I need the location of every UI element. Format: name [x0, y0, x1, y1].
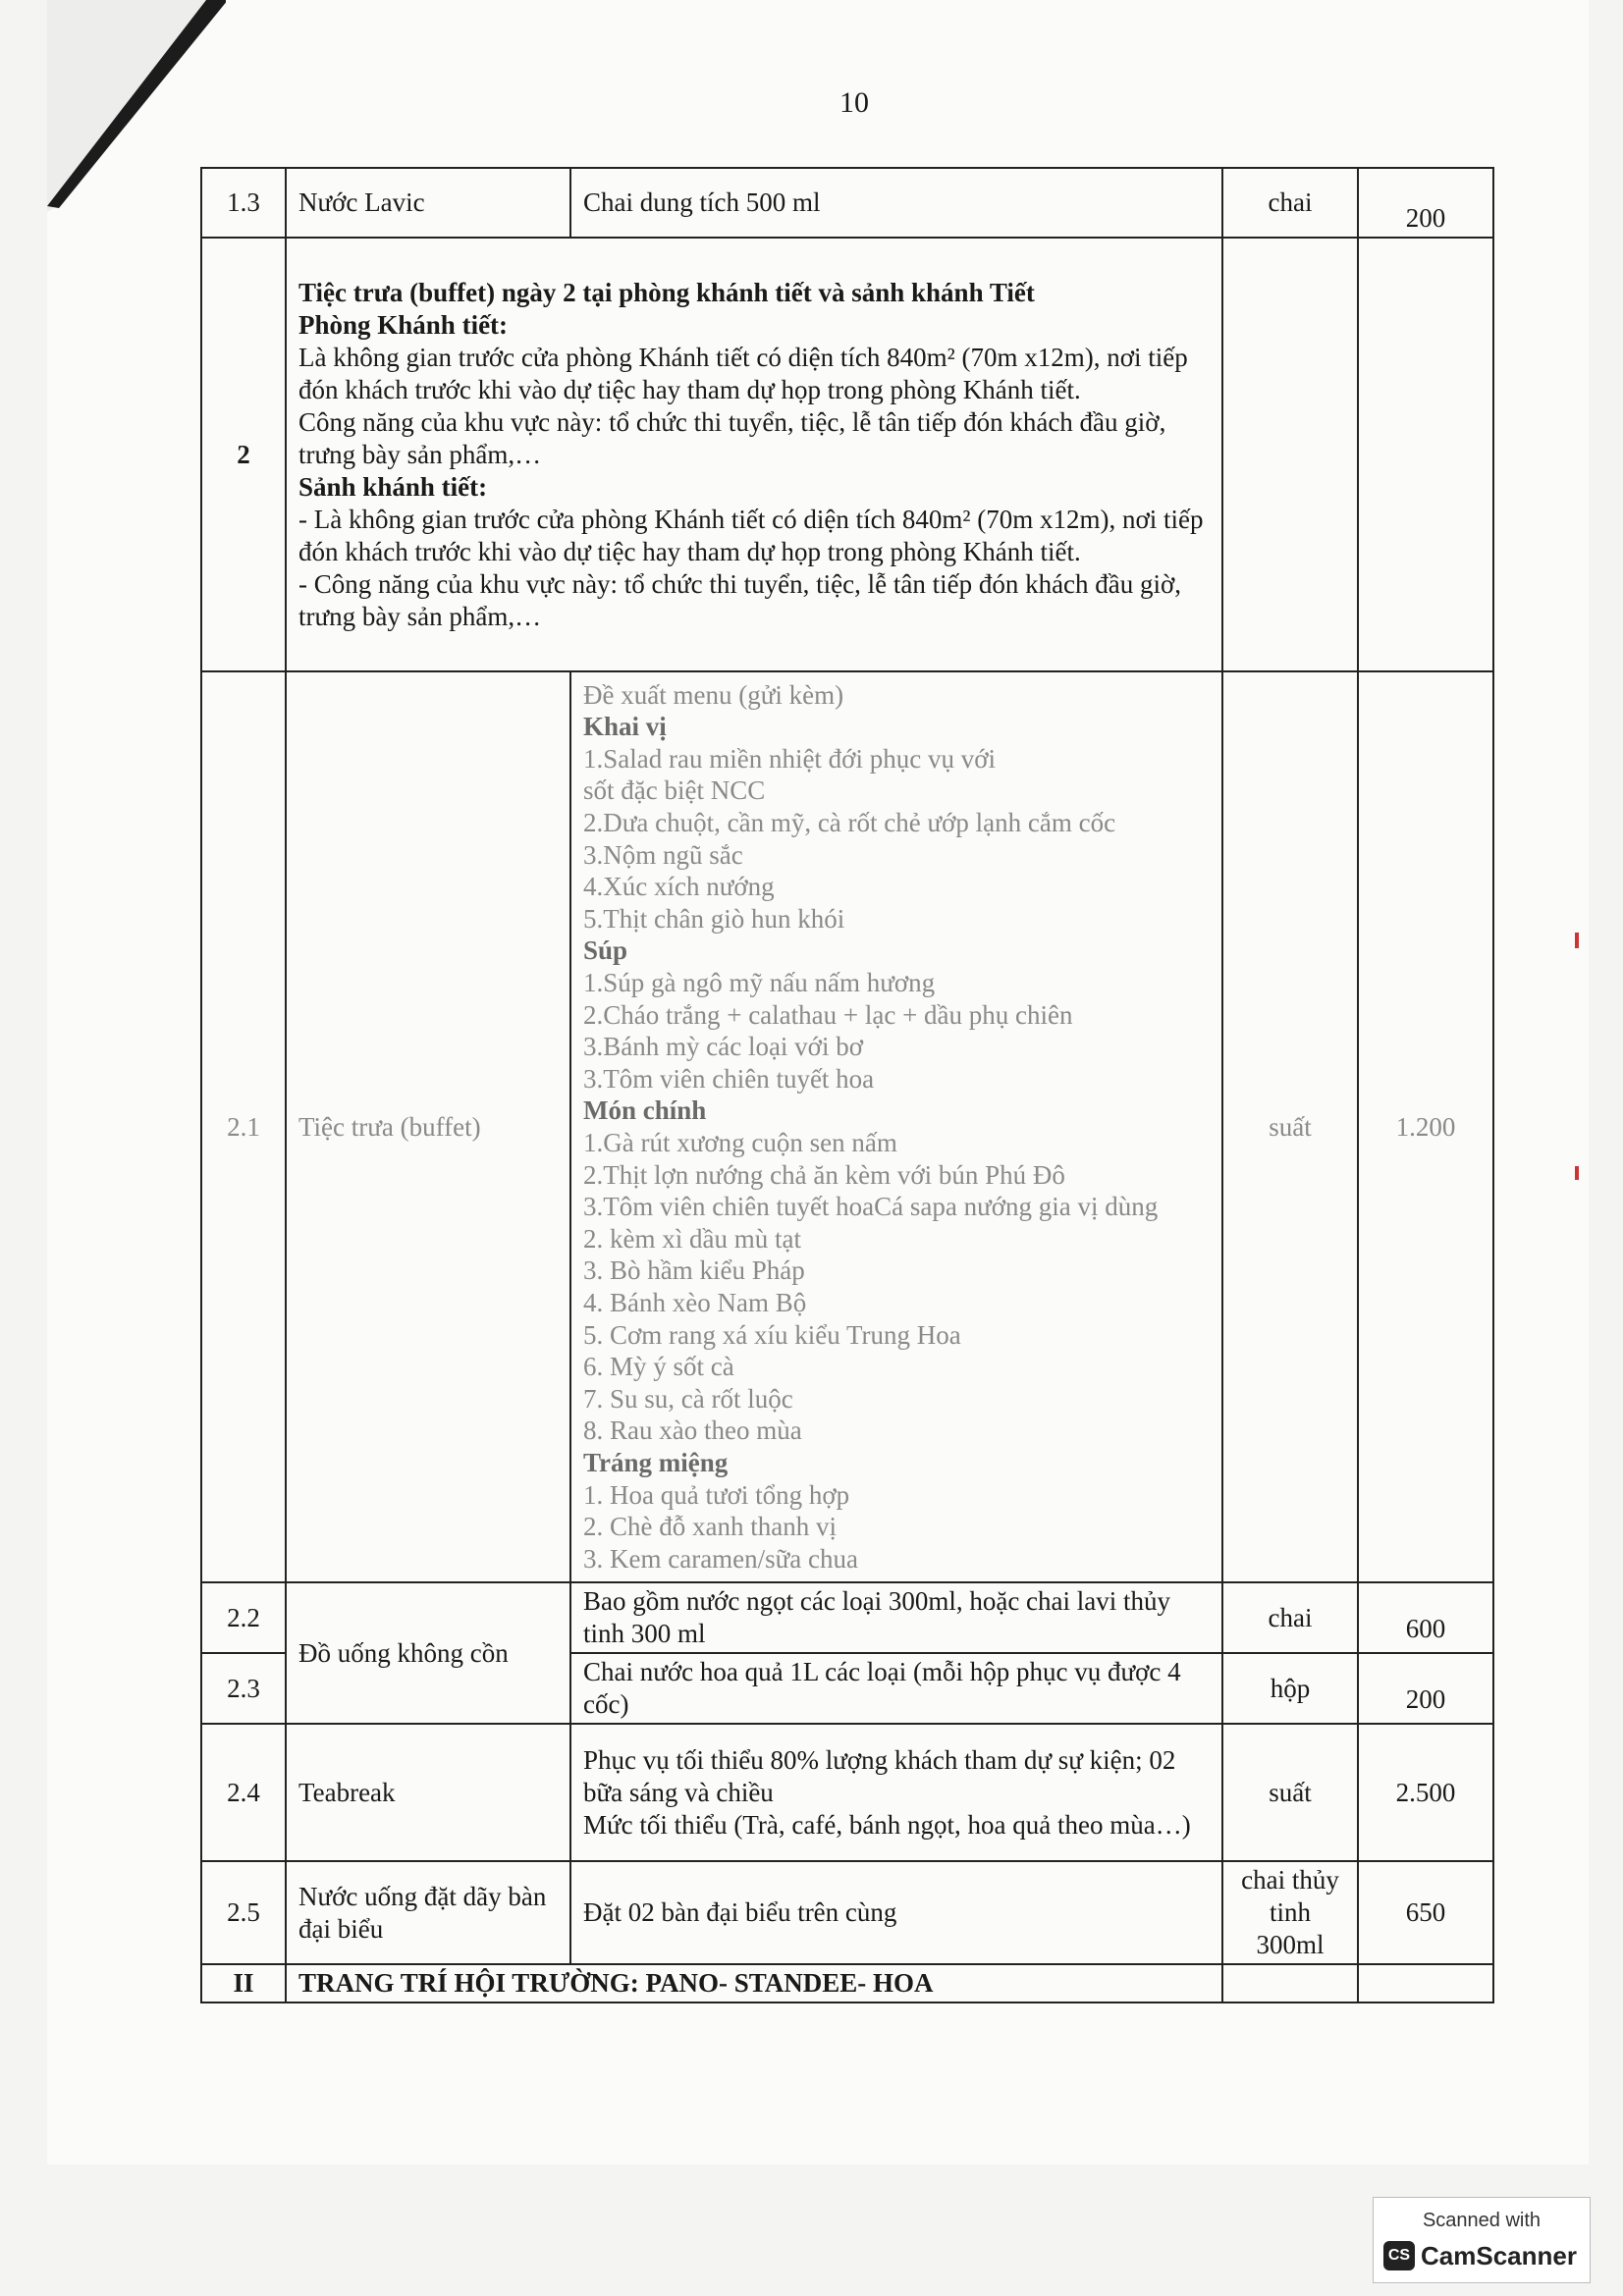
item-quantity: 200: [1358, 1653, 1493, 1724]
section-heading: Súp: [583, 935, 628, 966]
row-number: 2.2: [201, 1582, 286, 1653]
item-name: Nước Lavic: [286, 168, 570, 238]
section-heading: Tiệc trưa (buffet) ngày 2 tại phòng khánh tiết và sảnh khánh Tiết: [298, 277, 1035, 307]
section-description: [286, 238, 1222, 671]
group-name: Đồ uống không cồn: [286, 1582, 570, 1724]
item-description: Đặt 02 bàn đại biểu trên cùng: [570, 1861, 1222, 1964]
section-heading: Sảnh khánh tiết:: [298, 471, 488, 502]
camscanner-badge: [1373, 2197, 1591, 2283]
row-number: 2.5: [201, 1861, 286, 1964]
item-name: Tiệc trưa (buffet): [286, 671, 570, 1582]
description-line: Mức tối thiểu (Trà, café, bánh ngọt, hoa quả theo mùa…): [583, 1809, 1191, 1840]
item-name: Nước uống đặt dãy bàn đại biểu: [286, 1861, 570, 1964]
item-quantity: 200: [1358, 168, 1493, 238]
text-line: 1.Gà rút xương cuộn sen nấm: [583, 1128, 897, 1157]
item-description: Bao gồm nước ngọt các loại 300ml, hoặc chai lavi thủy tinh 300 ml: [570, 1582, 1222, 1653]
table-row: [201, 671, 1493, 1582]
text-line: 3. Kem caramen/sữa chua: [583, 1543, 859, 1574]
table-row: [201, 1964, 1493, 2002]
item-description: Chai nước hoa quả 1L các loại (mỗi hộp phục vụ được 4 cốc): [570, 1653, 1222, 1724]
table-row: [201, 1861, 1493, 1964]
row-number: 2.1: [201, 671, 286, 1582]
text-line: 5. Cơm rang xá xíu kiểu Trung Hoa: [583, 1319, 961, 1350]
text-line: 8. Rau xào theo mùa: [583, 1415, 802, 1446]
item-quantity: 1.200: [1358, 671, 1493, 1582]
text-line: Đề xuất menu (gửi kèm): [583, 679, 844, 710]
text-line: Công năng của khu vực này: tổ chức thi tuyển, tiệc, lễ tân tiếp đón khách đầu giờ, trưng bày sản phẩm,…: [298, 406, 1166, 469]
table-row: [201, 1724, 1493, 1861]
item-unit: hộp: [1222, 1653, 1358, 1724]
document-table: [200, 167, 1494, 2003]
text-line: 2. Chè đỗ xanh thanh vị: [583, 1512, 837, 1542]
text-line: 7. Su su, cà rốt luộc: [583, 1383, 793, 1414]
badge-caption: Scanned with: [1422, 2210, 1542, 2231]
item-quantity: 2.500: [1358, 1724, 1493, 1861]
text-line: 2. kèm xì dầu mù tạt: [583, 1223, 801, 1254]
item-name: Teabreak: [286, 1724, 570, 1861]
text-line: 3. Bò hầm kiểu Pháp: [583, 1255, 805, 1286]
text-line: 6. Mỳ ý sốt cà: [583, 1352, 734, 1382]
menu-list: [570, 671, 1222, 1582]
text-line: 1.Salad rau miền nhiệt đới phục vụ với: [583, 743, 996, 774]
row-number: 2.3: [201, 1653, 286, 1724]
row-number: 2: [201, 238, 286, 671]
edge-mark: [1575, 933, 1579, 948]
text-line: Là không gian trước cửa phòng Khánh tiết có diện tích 840m² (70m x12m), nơi tiếp đón khách trước khi vào dự tiệc hay tham dự họp trong phòng Khánh tiết.: [298, 342, 1188, 404]
empty-cell: [1358, 1964, 1493, 2002]
text-line: 1.Súp gà ngô mỹ nấu nấm hương: [583, 968, 936, 998]
text-line: 2.Thịt lợn nướng chả ăn kèm với bún Phú Đô: [583, 1159, 1065, 1190]
camscanner-logo-icon: CS: [1383, 2241, 1415, 2270]
text-line: 5.Thịt chân giò hun khói: [583, 903, 845, 934]
row-number: 2.4: [201, 1724, 286, 1861]
text-line: 3.Tôm viên chiên tuyết hoa: [583, 1063, 875, 1094]
text-line: 3.Bánh mỳ các loại với bơ: [583, 1032, 863, 1062]
text-line: 3.Tôm viên chiên tuyết hoaCá sapa nướng gia vị dùng: [583, 1192, 1159, 1222]
text-line: - Là không gian trước cửa phòng Khánh tiết có diện tích 840m² (70m x12m), nơi tiếp đón khách trước khi vào dự tiệc hay tham dự họp trong phòng Khánh tiết.: [298, 504, 1204, 566]
page-number: 10: [839, 86, 869, 119]
section-heading: Phòng Khánh tiết:: [298, 309, 509, 340]
edge-mark: [1575, 1166, 1579, 1180]
section-heading: Tráng miệng: [583, 1447, 729, 1477]
section-title: TRANG TRÍ HỘI TRƯỜNG: PANO- STANDEE- HOA: [286, 1964, 1222, 2002]
table-row: [201, 1582, 1493, 1653]
text-line: sốt đặc biệt NCC: [583, 775, 766, 806]
text-line: 2.Dưa chuột, cần mỹ, cà rốt chẻ ướp lạnh cắm cốc: [583, 808, 1116, 838]
text-line: 1. Hoa quả tươi tổng hợp: [583, 1479, 850, 1510]
empty-cell: [1222, 238, 1358, 671]
text-line: 2.Cháo trắng + calathau + lạc + dầu phụ chiên: [583, 999, 1073, 1030]
table-row: [201, 168, 1493, 238]
item-unit: chai thủy tinh 300ml: [1222, 1861, 1358, 1964]
item-description: [570, 1724, 1222, 1861]
item-unit: chai: [1222, 168, 1358, 238]
section-heading: Món chính: [583, 1095, 707, 1126]
text-line: 3.Nộm ngũ sắc: [583, 839, 743, 870]
item-quantity: 650: [1358, 1861, 1493, 1964]
text-line: 4.Xúc xích nướng: [583, 872, 775, 902]
section-heading: Khai vị: [583, 712, 667, 742]
empty-cell: [1222, 1964, 1358, 2002]
section-number: II: [201, 1964, 286, 2002]
row-number: 1.3: [201, 168, 286, 238]
item-unit: chai: [1222, 1582, 1358, 1653]
item-quantity: 600: [1358, 1582, 1493, 1653]
item-unit: suất: [1222, 671, 1358, 1582]
table-row: [201, 238, 1493, 671]
text-line: - Công năng của khu vực này: tổ chức thi tuyển, tiệc, lễ tân tiếp đón khách đầu giờ, trưng bày sản phẩm,…: [298, 568, 1182, 631]
text-line: 4. Bánh xèo Nam Bộ: [583, 1287, 807, 1317]
description-line: Phục vụ tối thiểu 80% lượng khách tham dự sự kiện; 02 bữa sáng và chiều: [583, 1744, 1176, 1807]
empty-cell: [1358, 238, 1493, 671]
item-description: Chai dung tích 500 ml: [570, 168, 1222, 238]
item-unit: suất: [1222, 1724, 1358, 1861]
badge-brand: CamScanner: [1421, 2241, 1577, 2270]
